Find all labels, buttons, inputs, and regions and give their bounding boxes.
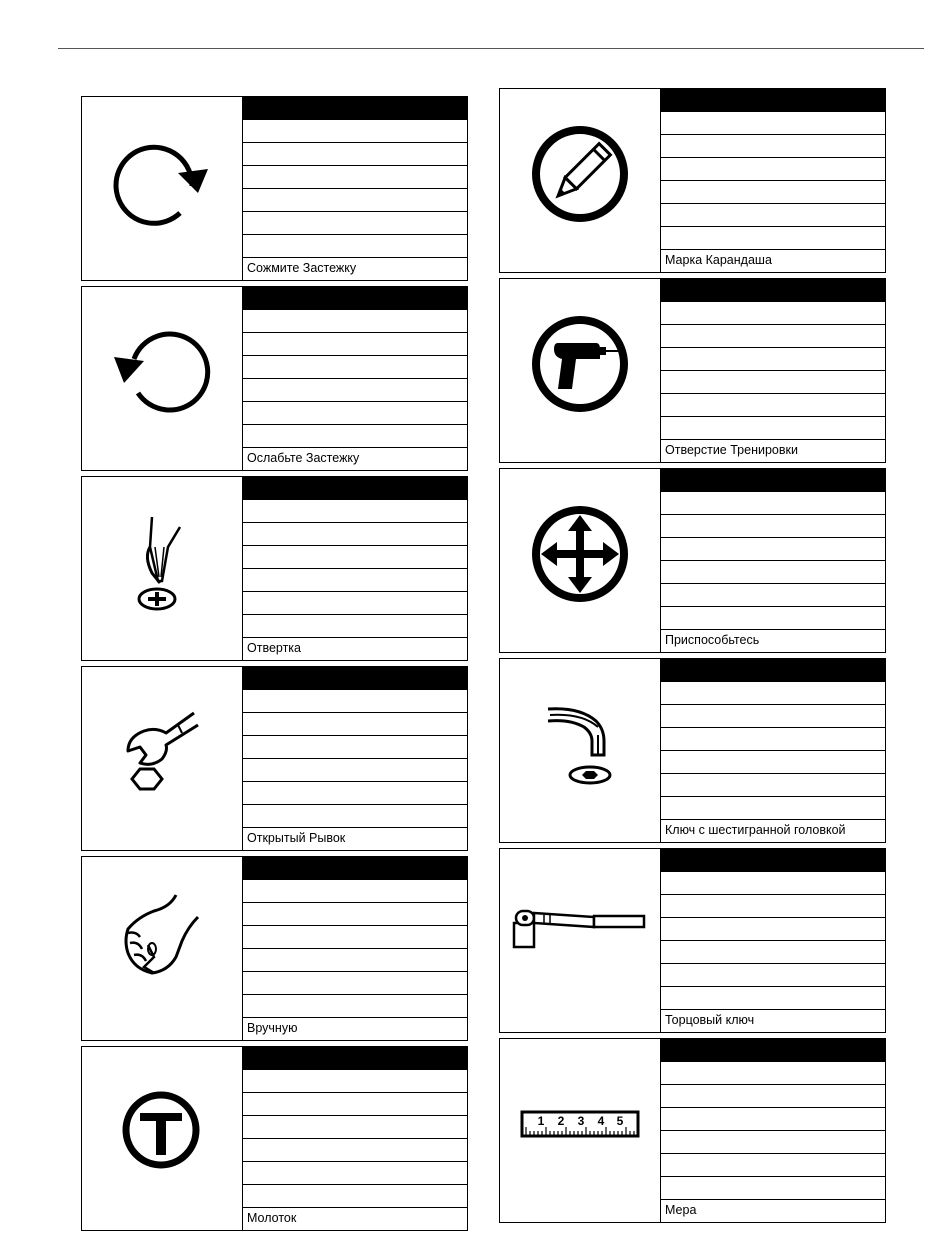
tool-label: Отвертка xyxy=(243,637,467,660)
blank-row xyxy=(661,514,885,537)
blank-row xyxy=(661,393,885,416)
blank-row xyxy=(661,537,885,560)
blank-row xyxy=(661,226,885,249)
icon-cell xyxy=(82,1047,243,1230)
icon-cell xyxy=(82,667,243,850)
tool-table xyxy=(661,279,885,462)
ruler-number: 2 xyxy=(557,1114,565,1128)
table-header-bar xyxy=(661,1039,885,1061)
blank-row xyxy=(243,925,467,948)
blank-row xyxy=(661,871,885,894)
tool-card-hex-key xyxy=(499,658,886,843)
tool-table xyxy=(243,1047,467,1230)
right-tool-column xyxy=(499,88,888,1217)
tool-label: Приспособьтесь xyxy=(661,629,885,652)
tool-card-screwdriver xyxy=(81,476,468,661)
blank-row xyxy=(243,401,467,424)
blank-row xyxy=(661,773,885,796)
icon-cell xyxy=(82,97,243,280)
blank-row xyxy=(243,735,467,758)
tool-table xyxy=(661,849,885,1032)
tool-card-drill-hole xyxy=(499,278,886,463)
blank-row xyxy=(661,111,885,134)
tool-label: Сожмите Застежку xyxy=(243,257,467,280)
table-header-bar xyxy=(661,659,885,681)
blank-row xyxy=(661,963,885,986)
left-tool-column xyxy=(81,96,469,1225)
tool-label: Мера xyxy=(661,1199,885,1222)
drill-icon xyxy=(500,279,660,462)
tool-table xyxy=(243,667,467,850)
blank-row xyxy=(243,188,467,211)
table-header-bar xyxy=(243,287,467,309)
table-header-bar xyxy=(243,97,467,119)
blank-row xyxy=(661,157,885,180)
tool-card-hammer xyxy=(81,1046,468,1231)
blank-row xyxy=(243,355,467,378)
blank-row xyxy=(661,1130,885,1153)
blank-row xyxy=(661,301,885,324)
open-wrench-icon xyxy=(82,667,242,850)
ruler-number: 4 xyxy=(597,1114,605,1128)
blank-row xyxy=(243,545,467,568)
tool-label: Молоток xyxy=(243,1207,467,1230)
icon-cell xyxy=(82,287,243,470)
pencil-icon xyxy=(500,89,660,272)
tool-card-socket-wrench xyxy=(499,848,886,1033)
table-header-bar xyxy=(661,849,885,871)
ruler-number: 3 xyxy=(577,1114,585,1128)
blank-row xyxy=(243,781,467,804)
tool-label: Отверстие Тренировки xyxy=(661,439,885,462)
tool-label: Открытый Рывок xyxy=(243,827,467,850)
blank-row xyxy=(661,796,885,819)
screwdriver-icon xyxy=(82,477,242,660)
blank-row xyxy=(661,347,885,370)
blank-row xyxy=(661,491,885,514)
blank-row xyxy=(661,560,885,583)
blank-row xyxy=(243,211,467,234)
blank-row xyxy=(243,234,467,257)
icon-cell xyxy=(82,477,243,660)
tool-card-by-hand xyxy=(81,856,468,1041)
blank-row xyxy=(243,424,467,447)
blank-row xyxy=(243,568,467,591)
tool-card-open-wrench xyxy=(81,666,468,851)
blank-row xyxy=(243,971,467,994)
tool-table xyxy=(243,857,467,1040)
hand-tighten-icon xyxy=(82,857,242,1040)
blank-row xyxy=(243,309,467,332)
rotate-clockwise-icon xyxy=(82,97,242,280)
icon-cell xyxy=(500,659,661,842)
blank-row xyxy=(661,583,885,606)
blank-row xyxy=(661,986,885,1009)
blank-row xyxy=(661,203,885,226)
table-header-bar xyxy=(661,469,885,491)
blank-row xyxy=(661,416,885,439)
tool-table xyxy=(243,97,467,280)
blank-row xyxy=(243,591,467,614)
tool-card-adjust xyxy=(499,468,886,653)
blank-row xyxy=(243,879,467,902)
tool-card-pencil-mark xyxy=(499,88,886,273)
tool-table xyxy=(661,469,885,652)
rotate-counterclockwise-icon xyxy=(82,287,242,470)
tool-table xyxy=(661,89,885,272)
blank-row xyxy=(243,948,467,971)
tool-card-measure xyxy=(499,1038,886,1223)
blank-row xyxy=(243,1115,467,1138)
blank-row xyxy=(243,614,467,637)
blank-row xyxy=(661,681,885,704)
blank-row xyxy=(661,750,885,773)
tool-card-loosen xyxy=(81,286,468,471)
tool-table xyxy=(243,477,467,660)
blank-row xyxy=(661,324,885,347)
header-rule xyxy=(58,48,924,49)
blank-row xyxy=(661,727,885,750)
blank-row xyxy=(661,1061,885,1084)
tool-table xyxy=(661,1039,885,1222)
tool-table xyxy=(661,659,885,842)
blank-row xyxy=(243,1138,467,1161)
table-header-bar xyxy=(243,477,467,499)
blank-row xyxy=(661,1176,885,1199)
table-header-bar xyxy=(243,667,467,689)
blank-row xyxy=(243,332,467,355)
tool-label: Ключ с шестигранной головкой xyxy=(661,819,885,842)
blank-row xyxy=(661,1153,885,1176)
blank-row xyxy=(243,1161,467,1184)
ruler-number: 5 xyxy=(616,1114,624,1128)
tool-label: Ослабьте Застежку xyxy=(243,447,467,470)
blank-row xyxy=(243,712,467,735)
tool-label: Торцовый ключ xyxy=(661,1009,885,1032)
blank-row xyxy=(661,1107,885,1130)
blank-row xyxy=(243,1184,467,1207)
tool-label: Вручную xyxy=(243,1017,467,1040)
blank-row xyxy=(661,704,885,727)
tool-card-tighten xyxy=(81,96,468,281)
icon-cell xyxy=(500,89,661,272)
ruler-number: 1 xyxy=(537,1114,545,1128)
icon-cell xyxy=(500,849,661,1032)
blank-row xyxy=(243,1092,467,1115)
ruler-icon xyxy=(500,1039,660,1222)
icon-cell xyxy=(500,279,661,462)
hex-key-icon xyxy=(500,659,660,842)
blank-row xyxy=(243,902,467,925)
blank-row xyxy=(243,1069,467,1092)
socket-wrench-icon xyxy=(500,849,660,1032)
blank-row xyxy=(243,689,467,712)
blank-row xyxy=(661,370,885,393)
blank-row xyxy=(243,378,467,401)
blank-row xyxy=(243,165,467,188)
table-header-bar xyxy=(243,1047,467,1069)
icon-cell xyxy=(500,469,661,652)
blank-row xyxy=(243,522,467,545)
icon-cell xyxy=(500,1039,661,1222)
blank-row xyxy=(661,1084,885,1107)
table-header-bar xyxy=(661,279,885,301)
blank-row xyxy=(243,119,467,142)
blank-row xyxy=(243,499,467,522)
blank-row xyxy=(243,758,467,781)
blank-row xyxy=(661,917,885,940)
blank-row xyxy=(661,134,885,157)
adjust-arrows-icon xyxy=(500,469,660,652)
blank-row xyxy=(243,142,467,165)
blank-row xyxy=(661,894,885,917)
table-header-bar xyxy=(243,857,467,879)
table-header-bar xyxy=(661,89,885,111)
blank-row xyxy=(243,804,467,827)
blank-row xyxy=(661,940,885,963)
blank-row xyxy=(661,606,885,629)
tool-table xyxy=(243,287,467,470)
blank-row xyxy=(661,180,885,203)
hammer-icon xyxy=(82,1047,242,1230)
blank-row xyxy=(243,994,467,1017)
icon-cell xyxy=(82,857,243,1040)
tool-label: Марка Карандаша xyxy=(661,249,885,272)
